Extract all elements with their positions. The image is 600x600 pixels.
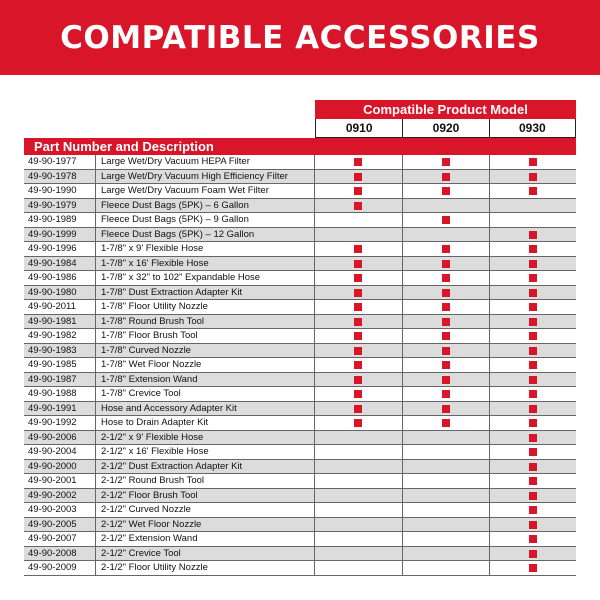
table-row [24, 373, 576, 388]
table-row [24, 402, 576, 417]
compat-cell-0930 [489, 199, 576, 213]
table-row [24, 242, 576, 257]
compat-cell-0910 [315, 358, 402, 372]
table-row [24, 431, 576, 446]
table-row [24, 300, 576, 315]
table-row [24, 170, 576, 185]
part-number: 49-90-2008 [24, 547, 96, 561]
compatible-mark-icon [529, 289, 537, 297]
part-number: 49-90-2011 [24, 300, 96, 314]
compat-cell-0930 [489, 503, 576, 517]
part-number: 49-90-1980 [24, 286, 96, 300]
part-number: 49-90-2005 [24, 518, 96, 532]
compat-cell-0910 [315, 474, 402, 488]
table-row [24, 387, 576, 402]
compat-cell-0930 [489, 532, 576, 546]
compatible-mark-icon [354, 260, 362, 268]
compatible-mark-icon [529, 332, 537, 340]
part-number: 49-90-1979 [24, 199, 96, 213]
compat-cell-0930 [489, 315, 576, 329]
compat-cell-0910 [315, 184, 402, 198]
compat-cell-0910 [315, 199, 402, 213]
compatible-mark-icon [529, 492, 537, 500]
compat-cell-0930 [489, 402, 576, 416]
compatible-mark-icon [529, 361, 537, 369]
compatible-mark-icon [442, 318, 450, 326]
model-column-labels [315, 119, 576, 138]
compat-cell-0920 [402, 489, 489, 503]
compat-cell-0920 [402, 242, 489, 256]
part-number: 49-90-1992 [24, 416, 96, 430]
compatible-mark-icon [354, 390, 362, 398]
compat-cell-0930 [489, 474, 576, 488]
compatible-mark-icon [442, 173, 450, 181]
part-description: 2-1/2" Extension Wand [96, 532, 315, 546]
compatible-mark-icon [354, 405, 362, 413]
compatibility-table [24, 155, 576, 576]
compatible-mark-icon [442, 245, 450, 253]
compatible-mark-icon [354, 289, 362, 297]
compatible-mark-icon [529, 376, 537, 384]
part-number: 49-90-1982 [24, 329, 96, 343]
part-description: 1-7/8" Dust Extraction Adapter Kit [96, 286, 315, 300]
compatible-mark-icon [529, 564, 537, 572]
compatible-mark-icon [529, 158, 537, 166]
compat-cell-0920 [402, 373, 489, 387]
compat-cell-0930 [489, 257, 576, 271]
part-description: 1-7/8" x 32" to 102" Expandable Hose [96, 271, 315, 285]
compat-cell-0920 [402, 329, 489, 343]
part-column-header: Part Number and Description [24, 138, 576, 155]
part-description: 2-1/2" Round Brush Tool [96, 474, 315, 488]
compat-cell-0910 [315, 242, 402, 256]
table-row [24, 518, 576, 533]
part-description: Fleece Dust Bags (5PK) – 9 Gallon [96, 213, 315, 227]
compatible-mark-icon [529, 347, 537, 355]
compat-cell-0920 [402, 358, 489, 372]
compat-cell-0930 [489, 431, 576, 445]
compat-cell-0910 [315, 257, 402, 271]
compatible-mark-icon [529, 274, 537, 282]
part-description: 2-1/2" Crevice Tool [96, 547, 315, 561]
part-number: 49-90-2002 [24, 489, 96, 503]
compat-cell-0930 [489, 300, 576, 314]
compat-cell-0930 [489, 460, 576, 474]
compat-cell-0920 [402, 315, 489, 329]
compatible-mark-icon [442, 347, 450, 355]
part-number: 49-90-1984 [24, 257, 96, 271]
compatible-mark-icon [529, 405, 537, 413]
compat-cell-0930 [489, 445, 576, 459]
table-row [24, 315, 576, 330]
table-row [24, 416, 576, 431]
table-row [24, 329, 576, 344]
compat-cell-0910 [315, 271, 402, 285]
table-row [24, 503, 576, 518]
compatible-mark-icon [529, 245, 537, 253]
compat-cell-0930 [489, 387, 576, 401]
compat-cell-0910 [315, 561, 402, 575]
compat-cell-0920 [402, 503, 489, 517]
compatible-mark-icon [442, 376, 450, 384]
compat-cell-0920 [402, 199, 489, 213]
compatible-mark-icon [529, 535, 537, 543]
compatible-mark-icon [354, 187, 362, 195]
compat-cell-0910 [315, 503, 402, 517]
model-group-header: Compatible Product Model [315, 100, 576, 119]
compat-cell-0910 [315, 228, 402, 242]
part-number: 49-90-1981 [24, 315, 96, 329]
table-row [24, 547, 576, 562]
compat-cell-0930 [489, 329, 576, 343]
compat-cell-0910 [315, 416, 402, 430]
compat-cell-0910 [315, 170, 402, 184]
compat-cell-0910 [315, 300, 402, 314]
compat-cell-0930 [489, 286, 576, 300]
compat-cell-0910 [315, 431, 402, 445]
page-title: COMPATIBLE ACCESSORIES [60, 20, 540, 56]
compat-cell-0910 [315, 460, 402, 474]
compatible-mark-icon [442, 289, 450, 297]
compatible-mark-icon [529, 477, 537, 485]
table-row [24, 561, 576, 576]
compatible-mark-icon [354, 158, 362, 166]
part-description: Hose to Drain Adapter Kit [96, 416, 315, 430]
compat-cell-0920 [402, 431, 489, 445]
compatible-mark-icon [354, 318, 362, 326]
part-description: 1-7/8" Wet Floor Nozzle [96, 358, 315, 372]
part-description: Large Wet/Dry Vacuum Foam Wet Filter [96, 184, 315, 198]
compatible-mark-icon [442, 187, 450, 195]
part-description: 1-7/8" x 16' Flexible Hose [96, 257, 315, 271]
compatible-mark-icon [354, 202, 362, 210]
compat-cell-0910 [315, 329, 402, 343]
part-number: 49-90-1989 [24, 213, 96, 227]
compatible-mark-icon [529, 318, 537, 326]
compatible-mark-icon [442, 303, 450, 311]
table-row [24, 228, 576, 243]
compat-cell-0910 [315, 286, 402, 300]
part-description: 1-7/8" x 9' Flexible Hose [96, 242, 315, 256]
part-number: 49-90-2009 [24, 561, 96, 575]
compat-cell-0920 [402, 460, 489, 474]
compatible-mark-icon [529, 173, 537, 181]
compat-cell-0930 [489, 271, 576, 285]
compatible-mark-icon [529, 260, 537, 268]
compat-cell-0930 [489, 213, 576, 227]
compat-cell-0920 [402, 344, 489, 358]
table-row [24, 344, 576, 359]
compat-cell-0920 [402, 257, 489, 271]
part-description: Large Wet/Dry Vacuum HEPA Filter [96, 155, 315, 169]
part-number: 49-90-1991 [24, 402, 96, 416]
part-description: 1-7/8" Round Brush Tool [96, 315, 315, 329]
part-number: 49-90-1977 [24, 155, 96, 169]
part-number: 49-90-1986 [24, 271, 96, 285]
table-row [24, 184, 576, 199]
compat-cell-0910 [315, 489, 402, 503]
compatible-mark-icon [529, 187, 537, 195]
part-number: 49-90-2000 [24, 460, 96, 474]
compat-cell-0920 [402, 228, 489, 242]
part-description: 2-1/2" x 16' Flexible Hose [96, 445, 315, 459]
compatible-mark-icon [529, 419, 537, 427]
part-description: 2-1/2" Curved Nozzle [96, 503, 315, 517]
table-row [24, 474, 576, 489]
compat-cell-0910 [315, 155, 402, 169]
compatible-mark-icon [354, 303, 362, 311]
compat-cell-0910 [315, 344, 402, 358]
part-description: Fleece Dust Bags (5PK) – 6 Gallon [96, 199, 315, 213]
compat-cell-0920 [402, 155, 489, 169]
compat-cell-0910 [315, 532, 402, 546]
compat-cell-0930 [489, 184, 576, 198]
part-description: Hose and Accessory Adapter Kit [96, 402, 315, 416]
table-row [24, 532, 576, 547]
compat-cell-0930 [489, 561, 576, 575]
compat-cell-0930 [489, 518, 576, 532]
compatible-mark-icon [354, 361, 362, 369]
compat-cell-0910 [315, 518, 402, 532]
table-row [24, 489, 576, 504]
part-description: Fleece Dust Bags (5PK) – 12 Gallon [96, 228, 315, 242]
compatible-mark-icon [529, 231, 537, 239]
compat-cell-0920 [402, 286, 489, 300]
compatible-mark-icon [442, 390, 450, 398]
compatible-mark-icon [442, 274, 450, 282]
table-row [24, 286, 576, 301]
compat-cell-0910 [315, 315, 402, 329]
compat-cell-0910 [315, 547, 402, 561]
part-description: 2-1/2" Floor Utility Nozzle [96, 561, 315, 575]
compat-cell-0930 [489, 228, 576, 242]
part-description: 1-7/8" Crevice Tool [96, 387, 315, 401]
table-row [24, 213, 576, 228]
compat-cell-0920 [402, 518, 489, 532]
part-number: 49-90-1978 [24, 170, 96, 184]
part-description: 1-7/8" Floor Brush Tool [96, 329, 315, 343]
compatible-mark-icon [442, 405, 450, 413]
table-row [24, 358, 576, 373]
table-row [24, 271, 576, 286]
part-number: 49-90-1990 [24, 184, 96, 198]
compatible-mark-icon [442, 332, 450, 340]
part-number: 49-90-2004 [24, 445, 96, 459]
part-number: 49-90-1996 [24, 242, 96, 256]
table-row [24, 445, 576, 460]
part-description: 2-1/2" Floor Brush Tool [96, 489, 315, 503]
part-number: 49-90-1983 [24, 344, 96, 358]
compat-cell-0910 [315, 373, 402, 387]
compat-cell-0910 [315, 402, 402, 416]
compatible-mark-icon [354, 347, 362, 355]
compat-cell-0920 [402, 271, 489, 285]
part-number: 49-90-1988 [24, 387, 96, 401]
part-number: 49-90-2003 [24, 503, 96, 517]
part-number: 49-90-2006 [24, 431, 96, 445]
compat-cell-0920 [402, 445, 489, 459]
compat-cell-0910 [315, 387, 402, 401]
compat-cell-0930 [489, 358, 576, 372]
compatible-mark-icon [442, 216, 450, 224]
compat-cell-0920 [402, 300, 489, 314]
compatible-mark-icon [442, 158, 450, 166]
part-number: 49-90-1987 [24, 373, 96, 387]
compatible-mark-icon [442, 419, 450, 427]
compatible-mark-icon [354, 173, 362, 181]
compat-cell-0930 [489, 242, 576, 256]
compatible-mark-icon [529, 448, 537, 456]
compat-cell-0930 [489, 155, 576, 169]
compatible-mark-icon [354, 376, 362, 384]
compat-cell-0930 [489, 373, 576, 387]
compatible-mark-icon [529, 434, 537, 442]
part-description: 2-1/2" x 9' Flexible Hose [96, 431, 315, 445]
compat-cell-0920 [402, 213, 489, 227]
part-number: 49-90-2001 [24, 474, 96, 488]
compat-cell-0920 [402, 416, 489, 430]
compatible-mark-icon [529, 521, 537, 529]
compatible-mark-icon [354, 274, 362, 282]
compatible-mark-icon [529, 390, 537, 398]
model-label-0920: 0920 [402, 119, 488, 137]
compat-cell-0910 [315, 213, 402, 227]
compatible-mark-icon [529, 463, 537, 471]
compatible-mark-icon [442, 260, 450, 268]
part-number: 49-90-2007 [24, 532, 96, 546]
compatible-mark-icon [354, 245, 362, 253]
compatible-mark-icon [529, 550, 537, 558]
compat-cell-0930 [489, 489, 576, 503]
part-description: Large Wet/Dry Vacuum High Efficiency Filter [96, 170, 315, 184]
table-row [24, 257, 576, 272]
table-row [24, 460, 576, 475]
compat-cell-0920 [402, 474, 489, 488]
compatible-mark-icon [354, 419, 362, 427]
part-description: 1-7/8" Floor Utility Nozzle [96, 300, 315, 314]
part-description: 1-7/8" Extension Wand [96, 373, 315, 387]
part-number: 49-90-1985 [24, 358, 96, 372]
part-description: 2-1/2" Dust Extraction Adapter Kit [96, 460, 315, 474]
part-description: 2-1/2" Wet Floor Nozzle [96, 518, 315, 532]
compatible-mark-icon [354, 332, 362, 340]
part-description: 1-7/8" Curved Nozzle [96, 344, 315, 358]
compat-cell-0920 [402, 184, 489, 198]
model-label-0910: 0910 [345, 121, 373, 135]
compat-cell-0910 [315, 445, 402, 459]
compat-cell-0930 [489, 416, 576, 430]
compat-cell-0920 [402, 547, 489, 561]
compat-cell-0920 [402, 402, 489, 416]
compat-cell-0920 [402, 532, 489, 546]
compat-cell-0930 [489, 170, 576, 184]
table-row [24, 199, 576, 214]
compat-cell-0920 [402, 561, 489, 575]
title-banner [0, 0, 600, 75]
compat-cell-0930 [489, 344, 576, 358]
model-label-0930: 0930 [489, 119, 575, 137]
compatible-mark-icon [529, 506, 537, 514]
compatible-mark-icon [529, 303, 537, 311]
compatible-mark-icon [442, 361, 450, 369]
part-number: 49-90-1999 [24, 228, 96, 242]
compat-cell-0920 [402, 170, 489, 184]
table-row [24, 155, 576, 170]
compat-cell-0920 [402, 387, 489, 401]
compat-cell-0930 [489, 547, 576, 561]
